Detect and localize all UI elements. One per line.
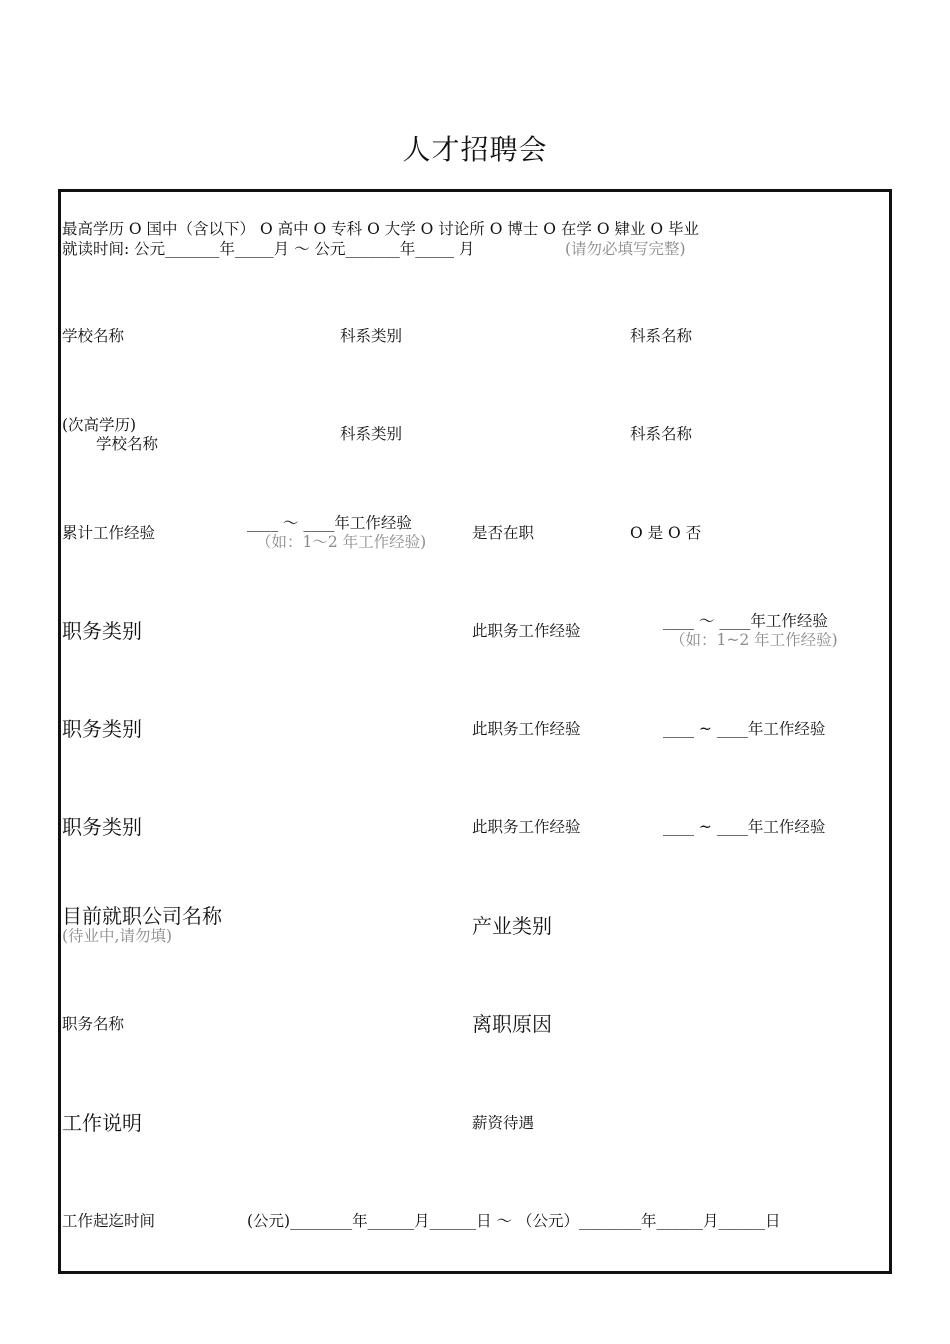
- second-department-type-label: 科系类别: [340, 425, 403, 443]
- job-experience-field[interactable]: ____ ~ ____年工作经验: [663, 720, 826, 738]
- job-experience-field[interactable]: ____ ~ ____年工作经验: [663, 818, 826, 836]
- total-experience-field[interactable]: ____ ～ ____年工作经验: [247, 514, 412, 532]
- page-title: 人才招聘会: [402, 133, 548, 166]
- second-department-name-label: 科系名称: [630, 425, 693, 443]
- employed-label: 是否在职: [472, 524, 535, 542]
- experience-example-hint: （如：1～2 年工作经验): [256, 533, 427, 551]
- job-category-label: 职务类别: [62, 717, 142, 741]
- department-type-label: 科系类别: [340, 327, 403, 345]
- school-name-label: 学校名称: [62, 327, 125, 345]
- job-experience-field[interactable]: ____ ～ ____年工作经验: [663, 612, 828, 630]
- fill-complete-note: (请勿必填写完整): [565, 240, 686, 258]
- employed-options[interactable]: O 是 O 否: [630, 524, 702, 542]
- department-name-label: 科系名称: [630, 327, 693, 345]
- study-period-field[interactable]: 就读时间: 公元_______年_____月 ～ 公元_______年_____ 月: [62, 240, 475, 258]
- work-period-label: 工作起迄时间: [62, 1212, 156, 1230]
- job-experience-hint: （如：1~2 年工作经验): [670, 631, 838, 649]
- job-experience-label: 此职务工作经验: [472, 818, 581, 836]
- second-school-name-label: 学校名称: [96, 435, 159, 453]
- industry-label: 产业类别: [472, 914, 552, 938]
- job-description-label: 工作说明: [62, 1111, 142, 1135]
- position-name-label: 职务名称: [62, 1015, 125, 1033]
- second-education-label: (次高学历): [62, 416, 137, 434]
- education-level-options[interactable]: 最高学历 O 国中（含以下） O 高中 O 专科 O 大学 O 讨论所 O 博士 O 在学 O 肄业 O 毕业: [62, 220, 700, 238]
- leave-reason-label: 离职原因: [472, 1012, 552, 1036]
- job-experience-label: 此职务工作经验: [472, 720, 581, 738]
- salary-label: 薪资待遇: [472, 1114, 535, 1132]
- current-company-label: 目前就职公司名称: [62, 904, 222, 928]
- job-category-label: 职务类别: [62, 619, 142, 643]
- unemployed-hint: (待业中,请勿填): [62, 927, 173, 945]
- work-period-field[interactable]: (公元)________年______月______日 ～ （公元）________年______月______日: [247, 1212, 781, 1230]
- total-experience-label: 累计工作经验: [62, 524, 156, 542]
- job-experience-label: 此职务工作经验: [472, 622, 581, 640]
- job-category-label: 职务类别: [62, 815, 142, 839]
